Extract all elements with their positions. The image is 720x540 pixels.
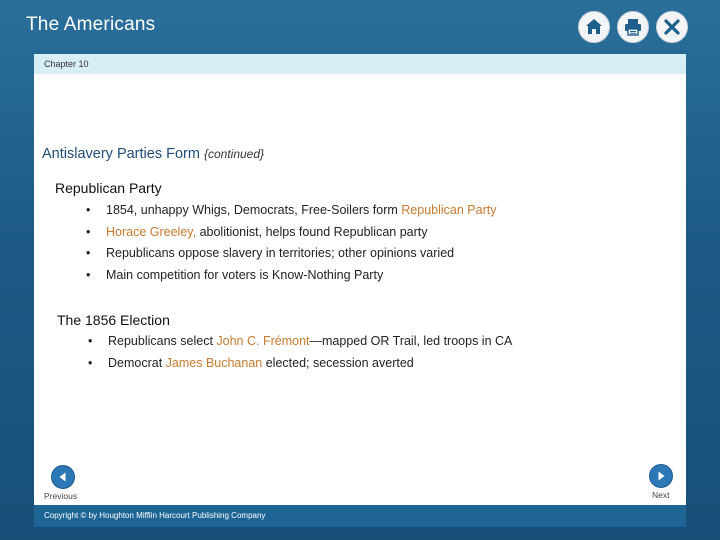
slide-subtitle: {continued}: [203, 147, 265, 161]
section-heading-republican-party: Republican Party: [55, 180, 162, 196]
footer-bar: [34, 505, 686, 527]
list-item: • Horace Greeley, abolitionist, helps found Republican party: [84, 222, 496, 244]
slide-title: [42, 146, 264, 162]
list-item: • Republicans select John C. Frémont—mapped OR Trail, led troops in CA: [86, 331, 512, 353]
list-item: • Democrat James Buchanan elected; secession averted: [86, 353, 512, 375]
app-title: The Americans: [26, 14, 156, 35]
copyright-text: Copyright © by Houghton Mifflin Harcourt Publishing Company: [44, 511, 266, 520]
home-icon: [584, 17, 604, 37]
arrow-left-icon: [57, 471, 69, 483]
previous-label[interactable]: Previous: [44, 491, 78, 501]
list-item: • Republicans oppose slavery in territories; other opinions varied: [84, 243, 496, 265]
close-button[interactable]: [656, 11, 688, 43]
next-button[interactable]: [649, 464, 673, 488]
slide-title-text: Antislavery Parties Form: [42, 146, 200, 162]
home-button[interactable]: [578, 11, 610, 43]
bullet-list-1856-election: [86, 331, 512, 374]
toolbar: [578, 11, 688, 43]
print-icon: [623, 17, 643, 37]
previous-button[interactable]: [51, 465, 75, 489]
slide-content: [34, 54, 686, 505]
section-heading-1856-election: The 1856 Election: [57, 312, 170, 328]
next-label[interactable]: Next: [652, 490, 670, 500]
arrow-right-icon: [655, 470, 667, 482]
list-item: • Main competition for voters is Know-Nothing Party: [84, 265, 496, 287]
list-item: • 1854, unhappy Whigs, Democrats, Free-Soilers form Republican Party: [84, 200, 496, 222]
print-button[interactable]: [617, 11, 649, 43]
close-icon: [662, 17, 682, 37]
bullet-list-republican-party: [84, 200, 496, 286]
chapter-bar: [34, 54, 686, 74]
chapter-label: Chapter 10: [44, 59, 89, 69]
